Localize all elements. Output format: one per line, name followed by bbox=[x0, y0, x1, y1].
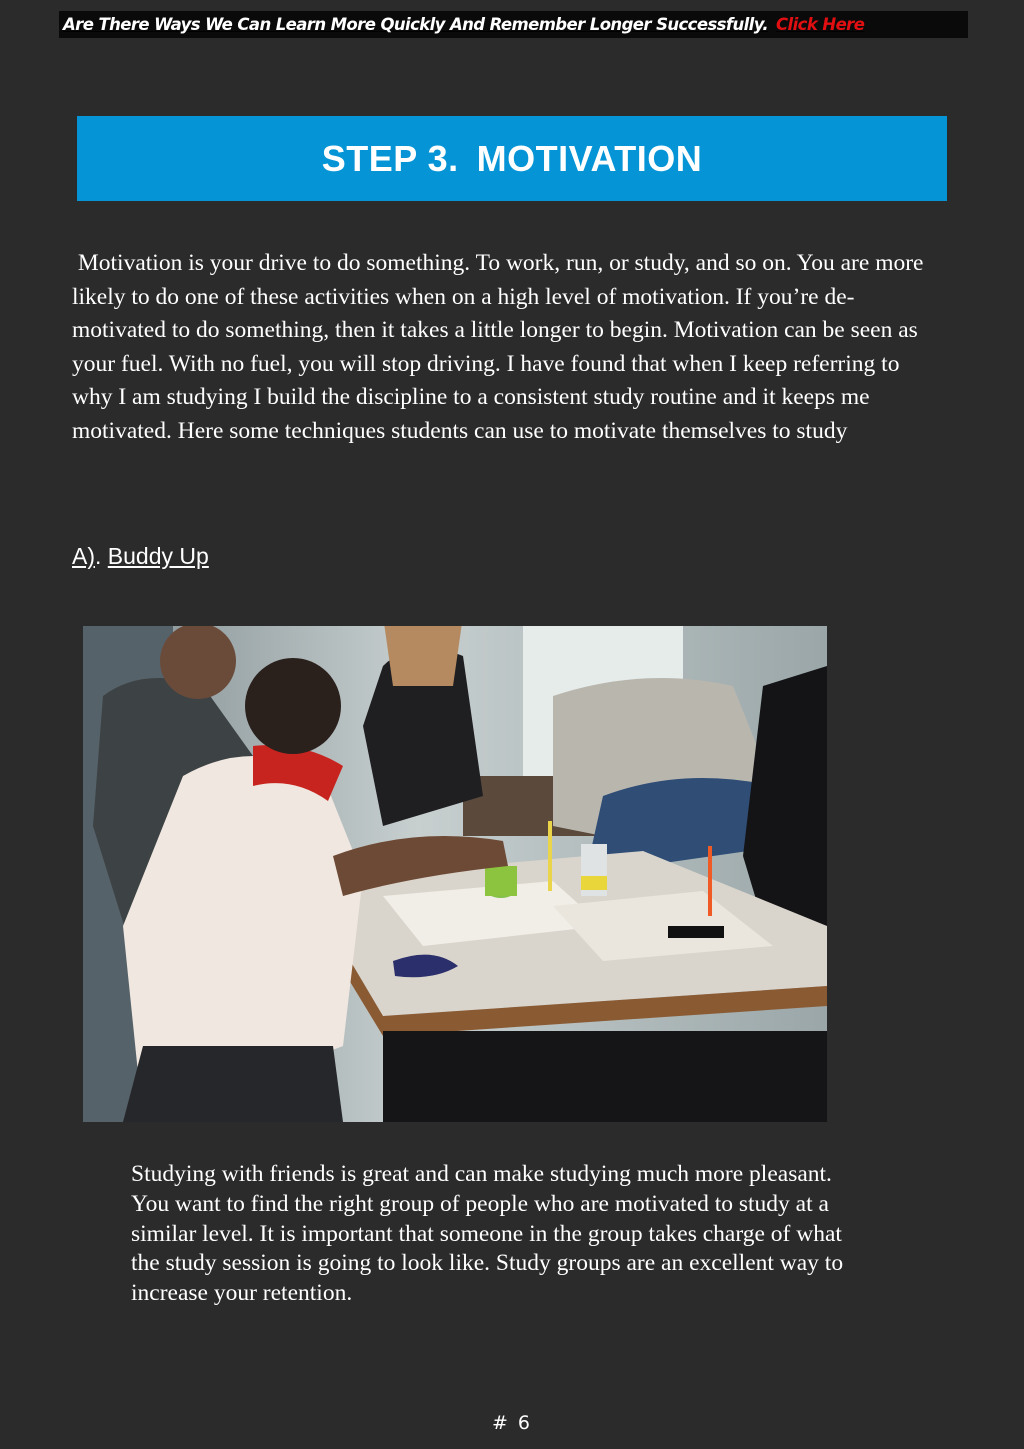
step-title: MOTIVATION bbox=[476, 138, 703, 179]
intro-paragraph bbox=[72, 247, 942, 449]
study-group-photo bbox=[83, 626, 827, 1122]
intro-text: Motivation is your drive to do something. To work, run, or study, and so on. You are more likely to do one of these activities when on a high level of motivation. If you’re de-motivated to do something, then it takes a little longer to begin. Motivation can be seen as your fuel. With no fuel, you will stop driving. I have found that when I keep referring to why I am studying I build the discipline to a consistent study routine and it keeps me motivated. Here some techniques students can use to motivate themselves to study bbox=[72, 250, 924, 444]
step-number: STEP 3. bbox=[321, 138, 459, 179]
subsection-marker: A) bbox=[72, 543, 95, 569]
subsection-separator: . bbox=[95, 543, 102, 569]
top-banner-question: Are There Ways We Can Learn More Quickly And Remember Longer Successfully. bbox=[63, 15, 769, 34]
page-number: # 6 bbox=[491, 1412, 533, 1434]
study-group-illustration bbox=[83, 626, 827, 1122]
subsection-title: Buddy Up bbox=[107, 543, 209, 569]
body-paragraph: Studying with friends is great and can make studying much more pleasant. You want to find the right group of people who are motivated to study at a similar level. It is important that someone in the group takes charge of what the study session is going to look like. Study groups are an excellent way to increase your retention. bbox=[131, 1161, 844, 1307]
subsection-heading bbox=[72, 540, 209, 572]
section-heading bbox=[77, 116, 947, 201]
click-here-link[interactable]: Click Here bbox=[776, 15, 865, 34]
top-banner-link[interactable] bbox=[59, 11, 968, 38]
